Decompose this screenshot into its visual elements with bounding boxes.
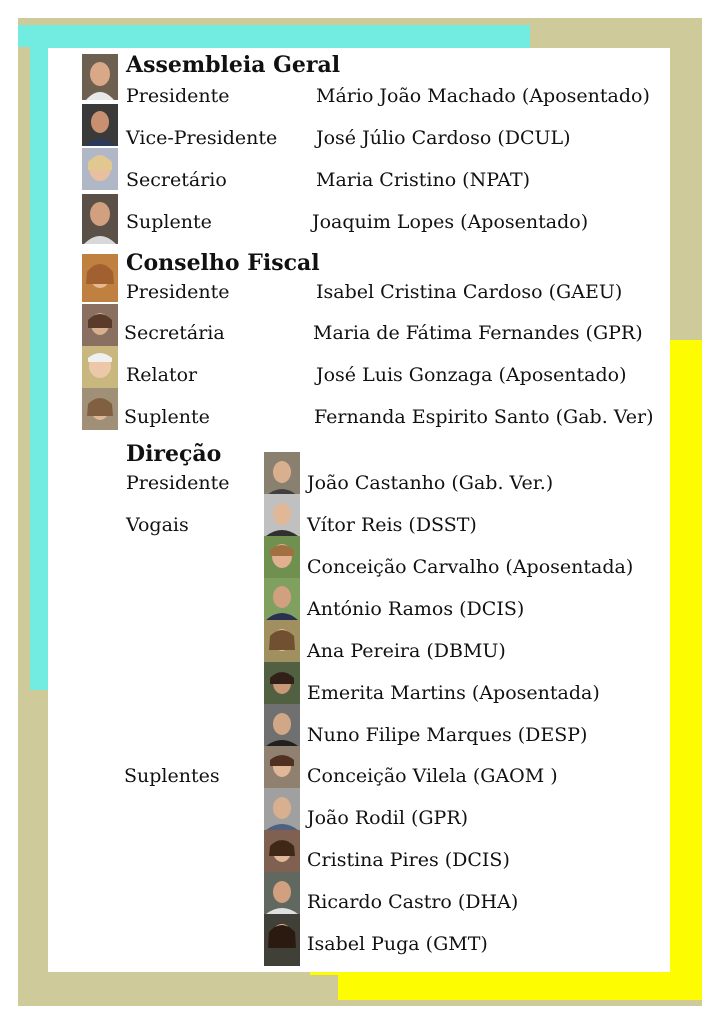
name-ag-1: José Júlio Cardoso (DCUL) (316, 127, 571, 149)
photo-d2 (264, 536, 300, 578)
name-dir-9: Cristina Pires (DCIS) (307, 849, 510, 871)
name-dir-7: Conceição Vilela (GAOM ) (307, 765, 558, 787)
photo-d5 (264, 662, 300, 704)
role-cf-2: Relator (126, 364, 198, 386)
photo-7 (82, 346, 118, 388)
photo-d11 (264, 914, 300, 966)
name-dir-6: Nuno Filipe Marques (DESP) (307, 724, 588, 746)
photo-5 (82, 254, 118, 302)
name-dir-1: Vítor Reis (DSST) (307, 514, 477, 536)
role-dir-presidente: Presidente (126, 472, 230, 494)
photo-d6 (264, 704, 300, 746)
name-dir-2: Conceição Carvalho (Aposentada) (307, 556, 634, 578)
name-ag-2: Maria Cristino (NPAT) (316, 169, 531, 191)
photo-3 (82, 148, 118, 190)
name-dir-4: Ana Pereira (DBMU) (307, 640, 506, 662)
photo-d0 (264, 452, 300, 496)
photo-4 (82, 194, 118, 244)
photo-d8 (264, 788, 300, 830)
role-cf-0: Presidente (126, 281, 230, 303)
role-cf-1: Secretária (124, 322, 225, 344)
bg-cyan-strip (18, 25, 418, 47)
photo-d3 (264, 578, 300, 620)
name-dir-11: Isabel Puga (GMT) (307, 933, 488, 955)
name-ag-3: Joaquim Lopes (Aposentado) (312, 211, 589, 233)
name-dir-8: João Rodil (GPR) (307, 807, 469, 829)
name-dir-10: Ricardo Castro (DHA) (307, 891, 519, 913)
name-cf-3: Fernanda Espirito Santo (Gab. Ver) (314, 406, 654, 428)
photo-d7 (264, 746, 300, 788)
photo-1 (82, 54, 118, 100)
role-ag-3: Suplente (126, 211, 212, 233)
name-dir-5: Emerita Martins (Aposentada) (307, 682, 600, 704)
role-ag-2: Secretário (126, 169, 227, 191)
bg-khaki-corner (18, 975, 338, 1006)
photo-8 (82, 388, 118, 430)
photo-6 (82, 304, 118, 346)
name-dir-0: João Castanho (Gab. Ver.) (307, 472, 554, 494)
name-ag-0: Mário João Machado (Aposentado) (316, 85, 650, 107)
name-dir-3: António Ramos (DCIS) (307, 598, 525, 620)
name-cf-2: José Luis Gonzaga (Aposentado) (316, 364, 627, 386)
page (48, 48, 670, 972)
photo-d10 (264, 872, 300, 914)
role-ag-1: Vice-Presidente (126, 127, 278, 149)
heading-direcao: Direção (126, 441, 222, 467)
photo-d1 (264, 494, 300, 536)
role-dir-suplentes: Suplentes (124, 765, 220, 787)
name-cf-0: Isabel Cristina Cardoso (GAEU) (316, 281, 623, 303)
role-ag-0: Presidente (126, 85, 230, 107)
photo-2 (82, 104, 118, 146)
heading-assembleia-geral: Assembleia Geral (126, 52, 341, 78)
role-dir-vogais: Vogais (126, 514, 189, 536)
heading-conselho-fiscal: Conselho Fiscal (126, 250, 320, 276)
role-cf-3: Suplente (124, 406, 210, 428)
photo-d9 (264, 830, 300, 872)
name-cf-1: Maria de Fátima Fernandes (GPR) (313, 322, 643, 344)
photo-d4 (264, 620, 300, 662)
